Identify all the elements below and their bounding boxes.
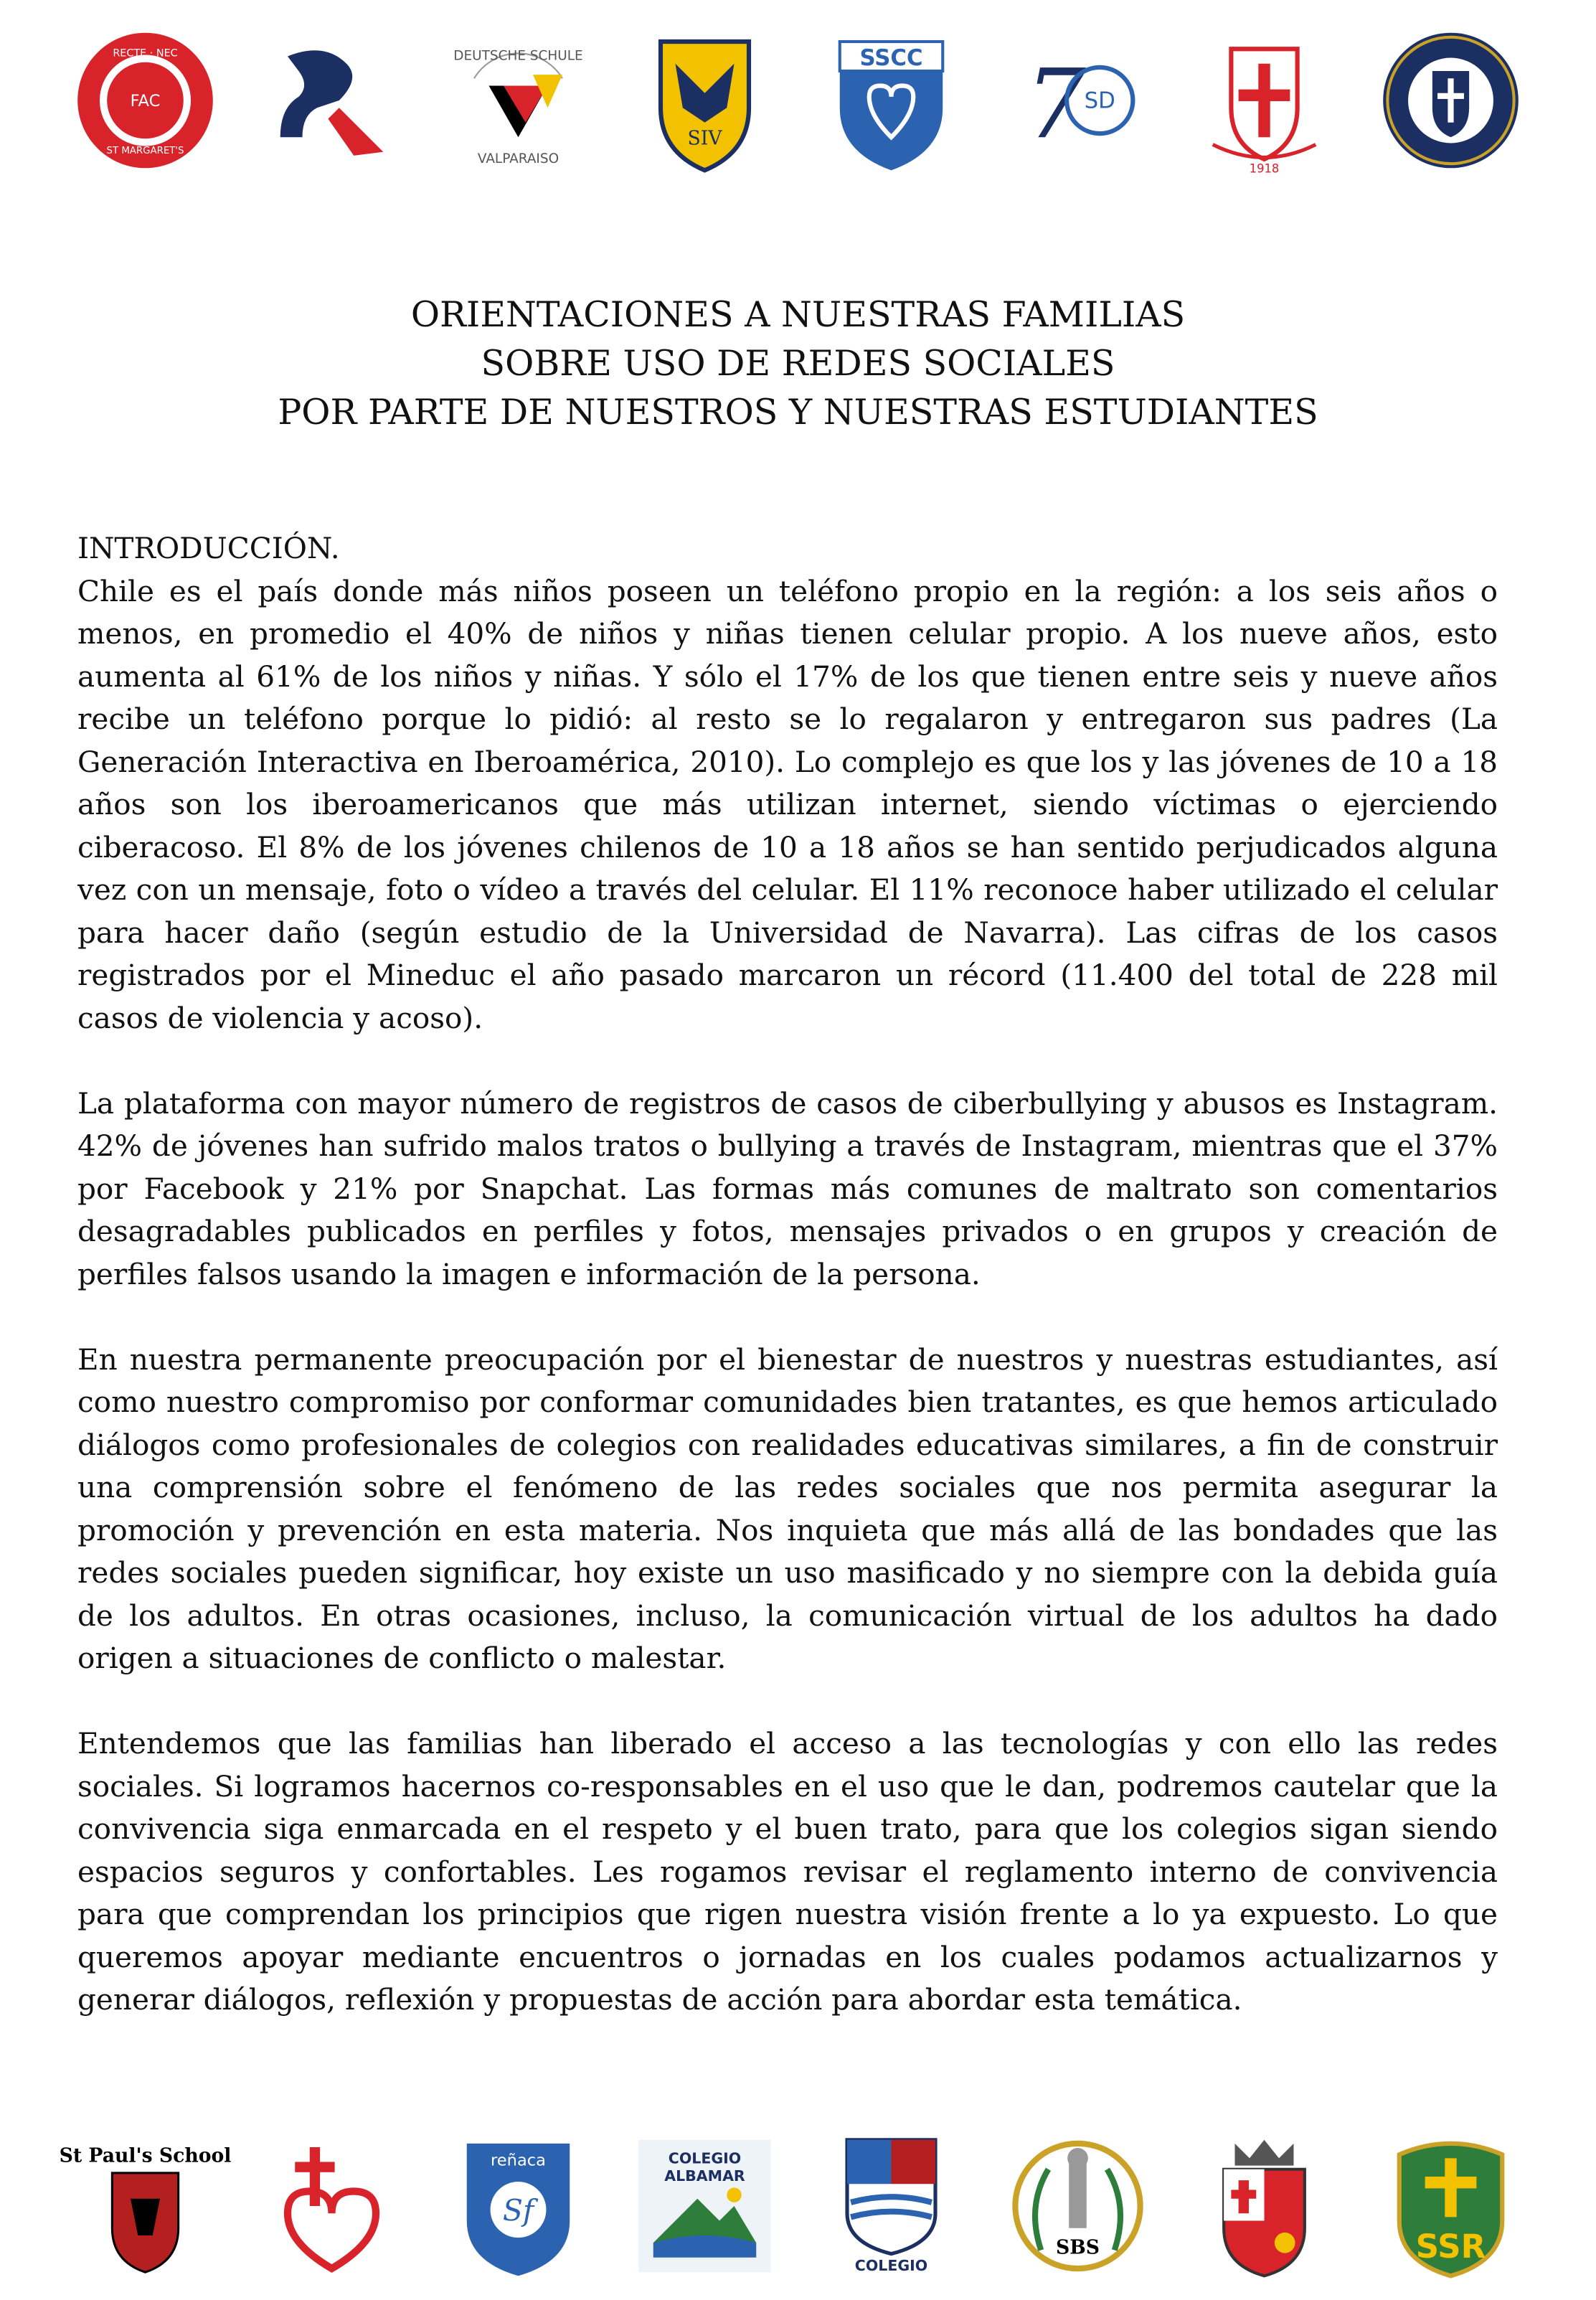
- paragraph-1: Chile es el país donde más niños poseen un teléfono propio en la región: a los seis años o menos, en promedio el 40% de niños y niñas tienen celular propio. A los nueve años, esto aumenta al 61% de los niños y niñas. Y sólo el 17% de los que tienen entre seis y nueve años recibe un teléfono porque lo pidió: al resto se lo regalaron y entregaron sus padres (La Generación Interactiva en Iberoamérica, 2010). Lo complejo es que los y las jóvenes de 10 a 18 años son los iberoamericanos que más utilizan internet, siendo víctimas o ejerciendo ciberacoso. El 8% de los jóvenes chilenos de 10 a 18 años se han sentido perjudicados alguna vez con un mensaje, foto o vídeo a través del celular. El 11% reconoce haber utilizado el celular para hacer daño (según estudio de la Universidad de Navarra). Las cifras de los casos registrados por el Mineduc el año pasado marcaron un récord (11.400 del total de 228 mil casos de violencia y acoso).: [77, 573, 1498, 1035]
- paragraph-3: En nuestra permanente preocupación por el bienestar de nuestros y nuestras estudiantes, así como nuestro compromiso por conformar comunidades bien tratantes, es que hemos articulado diálogos como profesionales de colegios con realidades educativas similares, a fin de construir una comprensión sobre el fenómeno de las redes sociales que nos permita asegurar la promoción y prevención en esta materia. Nos inquieta que más allá de las bondades que las redes sociales pueden significar, hoy existe un uso masificado y no siempre con la debida guía de los adultos. En otras ocasiones, incluso, la comunicación virtual de los adultos ha dado origen a situaciones de conflicto o malestar.: [77, 1342, 1498, 1675]
- mackay-school-seal-icon: [1377, 22, 1524, 179]
- paragraph-2: La plataforma con mayor número de registros de casos de ciberbullying y abusos es Instagram. 42% de jóvenes han sufrido malos tratos o bullying a través de Instagram, mientras que el 37% por Facebook y 21% por Snapchat. Las formas más comunes de maltrato son comentarios desagradables publicados en perfiles y fotos, mensajes privados o en grupos y creación de perfiles falsos usando la imagen e información de la persona.: [77, 1085, 1498, 1291]
- colegio-albamar-logo-icon: [631, 2127, 778, 2285]
- svg-text:SIV: SIV: [687, 127, 722, 150]
- svg-text:RECTE · NEC: RECTE · NEC: [113, 47, 178, 60]
- svg-text:SD: SD: [1084, 88, 1115, 114]
- svg-text:Sf: Sf: [502, 2193, 534, 2228]
- svg-text:DEUTSCHE SCHULE: DEUTSCHE SCHULE: [453, 48, 583, 64]
- deutsche-schule-logo-icon: [445, 22, 592, 179]
- svg-text:SBS: SBS: [1056, 2236, 1100, 2259]
- ssr-shield-logo-icon: [1377, 2127, 1524, 2285]
- st-pauls-school-crest-icon: [59, 2127, 232, 2285]
- svg-text:COLEGIO: COLEGIO: [854, 2257, 928, 2275]
- cross-hearts-logo-icon: [258, 2127, 405, 2285]
- document-body: [77, 527, 1498, 2064]
- title-line-3: POR PARTE DE NUESTROS Y NUESTRAS ESTUDIANTES: [278, 392, 1318, 433]
- colegio-montemar-shield-icon: [818, 2127, 965, 2285]
- title-line-1: ORIENTACIONES A NUESTRAS FAMILIAS: [410, 294, 1186, 335]
- profile-silhouette-logo-icon: [258, 22, 405, 179]
- bottom-logo-row: [59, 2124, 1524, 2289]
- svg-text:SSCC: SSCC: [859, 44, 923, 71]
- eagle-shield-logo-icon: [631, 22, 778, 179]
- intro-heading: INTRODUCCIÓN.: [77, 531, 340, 565]
- labor-omnia-vincit-crest-icon: [1191, 22, 1338, 179]
- st-margarets-seal-icon: [72, 22, 219, 179]
- renaca-sagrada-familia-shield-icon: [445, 2127, 592, 2285]
- svg-text:ALBAMAR: ALBAMAR: [664, 2167, 745, 2185]
- svg-text:1918: 1918: [1249, 161, 1280, 176]
- svg-text:VALPARAISO: VALPARAISO: [477, 151, 559, 167]
- svg-text:reñaca: reñaca: [491, 2151, 546, 2170]
- paragraph-4: Entendemos que las familias han liberado el acceso a las tecnologías y con ello las redes sociales. Si logramos hacernos co-responsables en el uso que le dan, podremos cautelar que la convivencia siga enmarcada en el respeto y el buen trato, para que los colegios sigan siendo espacios seguros y confortables. Les rogamos revisar el reglamento interno de convivencia para que comprendan los principios que rigen nuestra visión frente a lo ya expuesto. Lo que queremos apoyar mediante encuentros o jornadas en los cuales podamos actualizarnos y generar diálogos, reflexión y propuestas de acción para abordar esta temática.: [77, 1726, 1498, 2017]
- title-line-2: SOBRE USO DE REDES SOCIALES: [481, 343, 1115, 384]
- svg-text:SSR: SSR: [1415, 2227, 1486, 2266]
- svg-text:COLEGIO: COLEGIO: [668, 2149, 742, 2167]
- crowned-shield-logo-icon: [1191, 2127, 1338, 2285]
- top-logo-row: [72, 14, 1524, 187]
- svg-text:ST MARGARET'S: ST MARGARET'S: [106, 145, 184, 156]
- sapientia-wreath-logo-icon: [1004, 2127, 1151, 2285]
- svg-text:7: 7: [1025, 49, 1087, 161]
- svg-text:St Paul's School: St Paul's School: [59, 2144, 232, 2167]
- svg-text:FAC: FAC: [130, 92, 161, 111]
- seventy-years-logo-icon: [1004, 22, 1151, 179]
- sscc-hearts-shield-icon: [818, 22, 965, 179]
- document-title: [115, 291, 1481, 437]
